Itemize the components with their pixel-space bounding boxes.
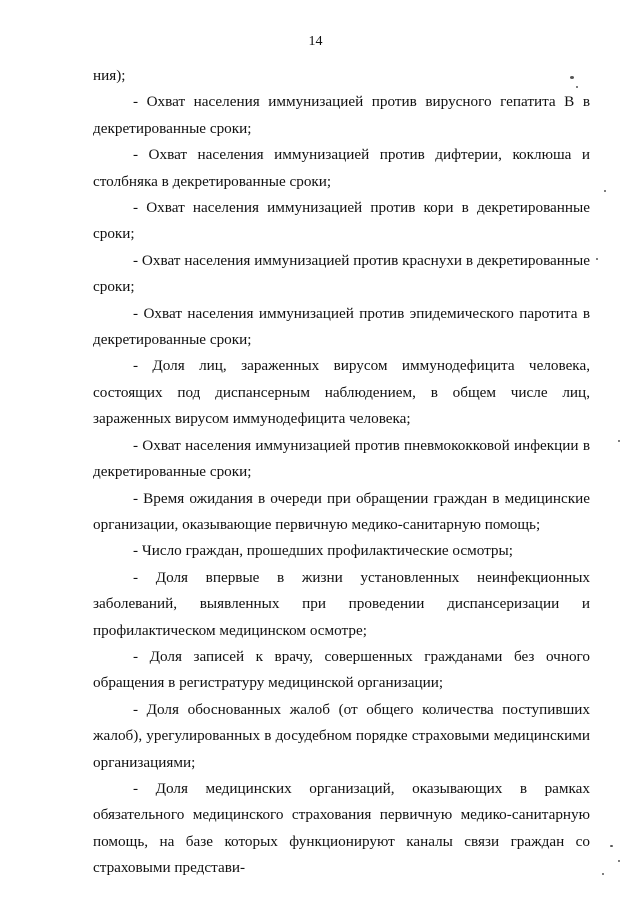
paragraph-complaints: - Доля обоснованных жалоб (от общего количества поступивших жалоб), урегулированных в досудебном порядке страховыми медицинскими организациями; [93,700,590,771]
scan-speck [596,258,598,260]
paragraph-pneumococcal: - Охват населения иммунизацией против пневмококковой инфекции в декретированные сроки; [93,436,590,481]
scan-speck [618,440,620,442]
page-number: 14 [308,34,323,49]
scan-speck [610,845,613,847]
document-body [93,63,590,882]
paragraph-doctor-records: - Доля записей к врачу, совершенных гражданами без очного обращения в регистратуру медицинской организации; [93,647,590,692]
paragraph-preventive-exams: - Число граждан, прошедших профилактические осмотры; [133,542,513,560]
paragraph-hepatitis-b: - Охват населения иммунизацией против вирусного гепатита В в декретированные сроки; [93,93,590,137]
paragraph-continuation: ния); [93,67,126,84]
paragraph-rubella: - Охват населения иммунизацией против краснухи в декретированные сроки; [93,251,590,296]
scan-speck [602,873,604,875]
paragraph-waiting-time: - Время ожидания в очереди при обращении граждан в медицинские организации, оказывающие первичную медико-санитарную помощь; [93,489,590,533]
scan-speck [604,190,606,192]
scan-speck [618,860,620,862]
paragraph-measles: - Охват населения иммунизацией против кори в декретированные сроки; [93,199,590,243]
scan-speck [570,76,574,79]
paragraph-mumps: - Охват населения иммунизацией против эпидемического паротита в декретированные сроки; [93,304,590,349]
paragraph-hiv: - Доля лиц, зараженных вирусом иммунодефицита человека, состоящих под диспансерным наблюдением, в общем числе лиц, зараженных вирусом иммунодефицита человека; [93,357,590,428]
paragraph-noncommunicable: - Доля впервые в жизни установленных неинфекционных заболеваний, выявленных при проведении диспансеризации и профилактическом медицинском осмотре; [93,568,590,639]
paragraph-medical-orgs: - Доля медицинских организаций, оказывающих в рамках обязательного медицинского страхования первичную медико-санитарную помощь, на базе которых функционируют каналы связи граждан со страховыми представи- [93,779,590,877]
scan-speck [576,86,578,88]
paragraph-diphtheria: - Охват населения иммунизацией против дифтерии, коклюша и столбняка в декретированные сроки; [93,146,590,190]
